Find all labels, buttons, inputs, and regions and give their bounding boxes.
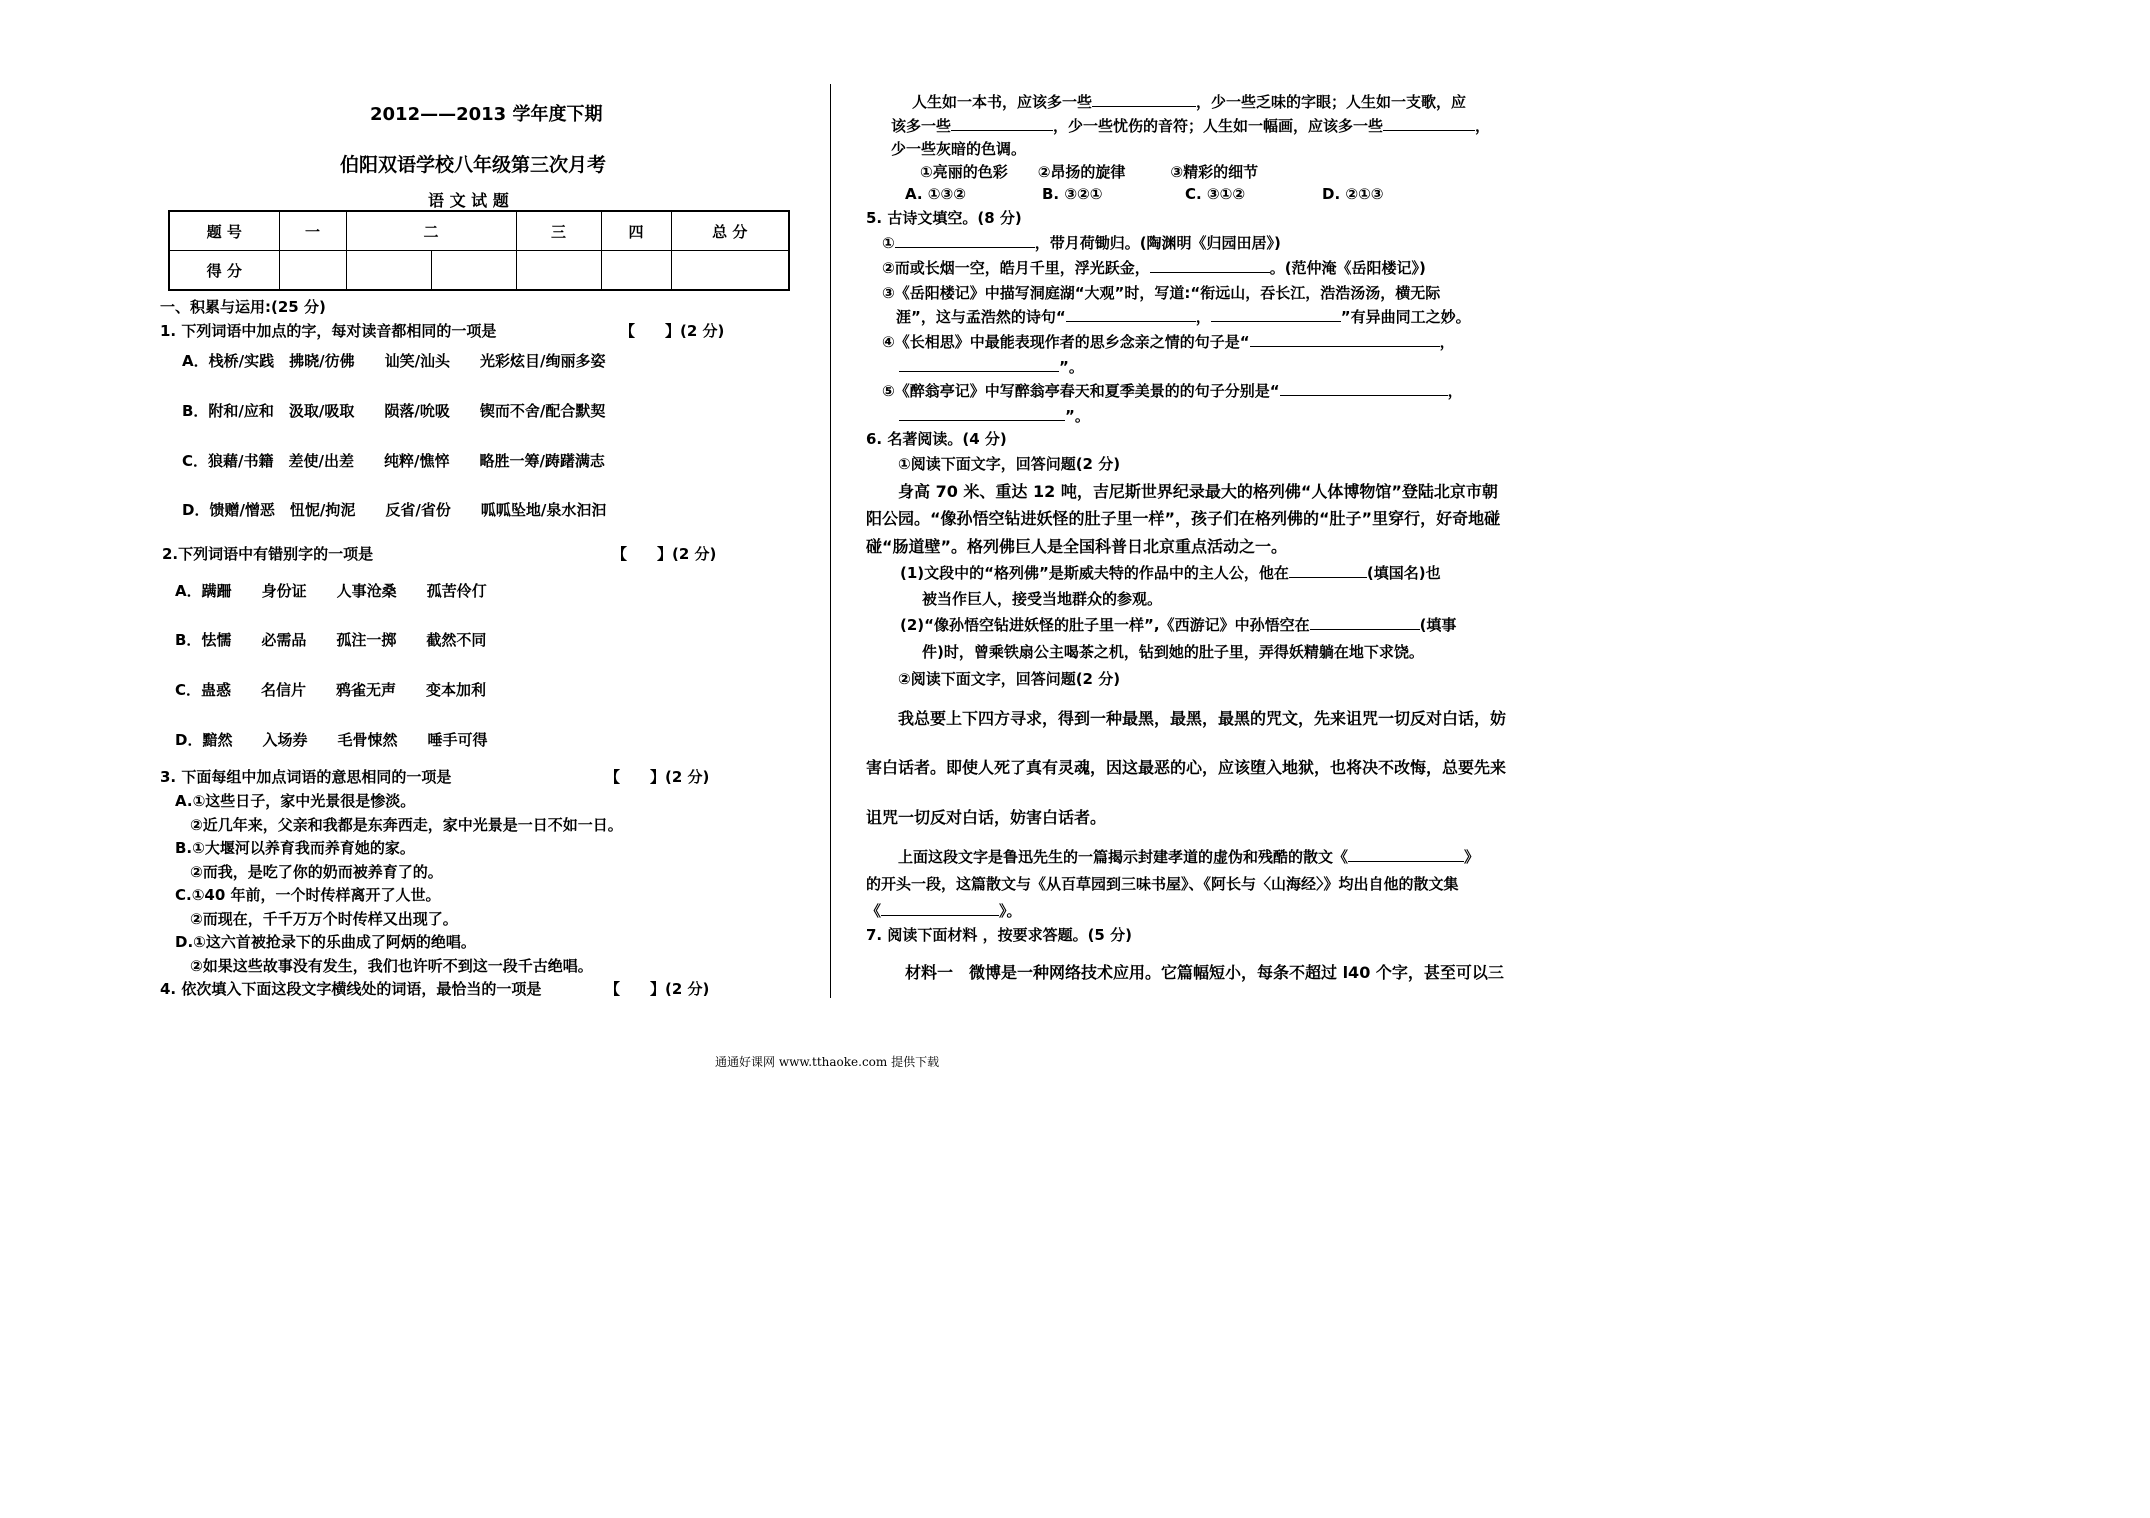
q6-question-1: (1)文段中的“格列佛”是斯威夫特的作品中的主人公，他在 (填国名)也 xyxy=(900,564,1441,582)
q5-line-2: ②而或长烟一空，皓月千里，浮光跃金， 。(范仲淹《岳阳楼记》) xyxy=(882,259,1426,277)
exam-year: 2012——2013 学年度下期 xyxy=(370,104,603,125)
score-cell xyxy=(279,251,346,291)
q4-stem: 4. 依次填入下面这段文字横线处的词语，最恰当的一项是 xyxy=(160,980,542,998)
q2-option-a: A．蹒跚 身份证 人事沧桑 孤苦伶仃 xyxy=(175,582,487,600)
q6-reading-2: 害白话者。即使人死了真有灵魂，因这最恶的心，应该堕入地狱，也将决不改悔，总要先来 xyxy=(866,758,1507,777)
q2-option-d: D．黯然 入场券 毛骨悚然 唾手可得 xyxy=(175,731,488,749)
q6-question-1-cont: 被当作巨人，接受当地群众的参观。 xyxy=(922,590,1163,608)
q5-line-8: ”。 xyxy=(899,405,1090,426)
q3-line: B.①大堰河以养育我而养育她的家。 xyxy=(175,839,415,857)
q6-question-3-line-2: 的开头一段，这篇散文与《从百草园到三味书屋》、《阿长与〈山海经〉》均出自他的散文集 xyxy=(866,875,1459,893)
score-table-score-row xyxy=(169,251,789,291)
q2-option-c: C．蛊惑 名信片 鸦雀无声 变本加利 xyxy=(175,681,487,699)
header-cell-part-3: 三 xyxy=(516,211,601,251)
header-cell-total: 总 分 xyxy=(671,211,789,251)
q3-line: D.①这六首被抢录下的乐曲成了阿炳的绝唱。 xyxy=(175,933,476,951)
q5-line-1: ① ，带月荷锄归。(陶渊明《归园田居》) xyxy=(882,234,1281,252)
q6-passage-3: 碰“肠道壁”。格列佛巨人是全国科普日北京重点活动之一。 xyxy=(866,537,1288,556)
q4-option-c: C. ③①② xyxy=(1185,185,1246,203)
q5-line-4: 涯”，这与孟浩然的诗句“ ， ”有异曲同工之妙。 xyxy=(896,308,1471,326)
subject-title: 语 文 试 题 xyxy=(428,191,509,210)
score-table-header-row xyxy=(169,211,789,251)
school-title: 伯阳双语学校八年级第三次月考 xyxy=(340,154,607,176)
q3-line: ②而现在，千千万万个时传样又出现了。 xyxy=(190,910,458,928)
q4-option-b: B. ③②① xyxy=(1042,185,1103,203)
q2-option-b: B．怯懦 必需品 孤注一掷 截然不同 xyxy=(175,631,487,649)
q5-line-5: ④《长相思》中最能表现作者的思乡念亲之情的句子是“ ， xyxy=(882,333,1455,351)
score-cell xyxy=(601,251,671,291)
q1-mark: 【 】(2 分) xyxy=(620,322,725,340)
q3-line: ②如果这些故事没有发生，我们也许听不到这一段千古绝唱。 xyxy=(190,957,593,975)
q3-mark: 【 】(2 分) xyxy=(605,768,710,786)
q1-option-a: A．栈桥/实践 拂晓/彷佛 讪笑/汕头 光彩炫目/绚丽多姿 xyxy=(182,352,606,370)
q2-stem: 2.下列词语中有错别字的一项是 xyxy=(162,545,374,563)
header-cell-part-1: 一 xyxy=(279,211,346,251)
q4-choices: ①亮丽的色彩 ②昂扬的旋律 ③精彩的细节 xyxy=(920,163,1259,181)
score-cell xyxy=(346,251,431,291)
q3-line: ②近几年来，父亲和我都是东奔西走，家中光景是一日不如一日。 xyxy=(190,816,623,834)
q3-line: A.①这些日子，家中光景很是惨淡。 xyxy=(175,792,416,810)
q4-option-a: A. ①③② xyxy=(905,185,966,203)
q6-reading-3: 诅咒一切反对白话，妨害白话者。 xyxy=(866,808,1107,827)
q3-line: ②而我，是吃了你的奶而被养育了的。 xyxy=(190,863,443,881)
q6-sub-2: ②阅读下面文字，回答问题(2 分) xyxy=(898,670,1121,688)
column-divider xyxy=(830,84,831,998)
q7-stem: 7. 阅读下面材料 ，按要求答题。(5 分) xyxy=(866,926,1132,944)
q5-stem: 5. 古诗文填空。(8 分) xyxy=(866,209,1022,227)
q4-passage-line-2: 该多一些 ，少一些忧伤的音符；人生如一幅画，应该多一些 ， xyxy=(891,117,1491,135)
q6-reading-1: 我总要上下四方寻求，得到一种最黑，最黑，最黑的咒文，先来诅咒一切反对白话，妨 xyxy=(898,709,1507,728)
q3-line: C.①40 年前，一个时传样离开了人世。 xyxy=(175,886,441,904)
score-cell xyxy=(431,251,516,291)
q4-passage-line-1: 人生如一本书，应该多一些 ，少一些乏味的字眼；人生如一支歌，应 xyxy=(912,93,1467,111)
score-table xyxy=(168,210,790,291)
row-label-score: 得 分 xyxy=(169,251,279,291)
score-cell xyxy=(516,251,601,291)
section-1-heading: 一、积累与运用:(25 分) xyxy=(160,298,326,316)
q6-question-2-cont: 件)时，曾乘铁扇公主喝茶之机，钻到她的肚子里，弄得妖精躺在地下求饶。 xyxy=(922,643,1424,661)
q5-line-7: ⑤《醉翁亭记》中写醉翁亭春天和夏季美景的的句子分别是“ ， xyxy=(882,382,1463,400)
header-cell-part-4: 四 xyxy=(601,211,671,251)
q4-option-d: D. ②①③ xyxy=(1322,185,1384,203)
q5-line-3: ③《岳阳楼记》中描写洞庭湖“大观”时，写道:“衔远山，吞长江，浩浩汤汤，横无际 xyxy=(882,284,1441,302)
q3-stem: 3. 下面每组中加点词语的意思相同的一项是 xyxy=(160,768,452,786)
q6-stem: 6. 名著阅读。(4 分) xyxy=(866,430,1007,448)
q6-question-3-line-3: 《 》。 xyxy=(866,902,1022,920)
q6-question-3-line-1: 上面这段文字是鲁迅先生的一篇揭示封建孝道的虚伪和残酷的散文《 》 xyxy=(898,848,1480,866)
q7-material-1: 材料一 微博是一种网络技术应用。它篇幅短小，每条不超过 l40 个字，甚至可以三 xyxy=(905,963,1504,982)
q4-passage-line-3: 少一些灰暗的色调。 xyxy=(891,140,1027,158)
q1-option-b: B．附和/应和 汲取/吸取 陨落/吮吸 锲而不舍/配合默契 xyxy=(182,402,606,420)
q2-mark: 【 】(2 分) xyxy=(612,545,717,563)
score-cell xyxy=(671,251,789,291)
footer-credit: 通通好课网 www.tthaoke.com 提供下载 xyxy=(715,1055,940,1069)
q5-line-6: ”。 xyxy=(899,356,1084,377)
header-cell-question-no: 题 号 xyxy=(169,211,279,251)
q1-stem: 1. 下列词语中加点的字，每对读音都相同的一项是 xyxy=(160,322,497,340)
q6-question-2: (2)“像孙悟空钻进妖怪的肚子里一样”,《西游记》中孙悟空在 (填事 xyxy=(900,616,1457,634)
q4-mark: 【 】(2 分) xyxy=(605,980,710,998)
q6-passage-2: 阳公园。“像孙悟空钻进妖怪的肚子里一样”，孩子们在格列佛的“肚子”里穿行，好奇地碰 xyxy=(866,509,1501,528)
header-cell-part-2: 二 xyxy=(346,211,516,251)
q6-sub-1: ①阅读下面文字，回答问题(2 分) xyxy=(898,455,1121,473)
q6-passage-1: 身高 70 米、重达 12 吨，吉尼斯世界纪录最大的格列佛“人体博物馆”登陆北京市朝 xyxy=(898,482,1498,501)
q1-option-d: D．馈赠/憎恶 忸怩/拘泥 反省/省份 呱呱坠地/泉水汩汩 xyxy=(182,501,607,519)
q1-option-c: C．狼藉/书籍 差使/出差 纯粹/憔悴 略胜一筹/踌躇满志 xyxy=(182,452,605,470)
